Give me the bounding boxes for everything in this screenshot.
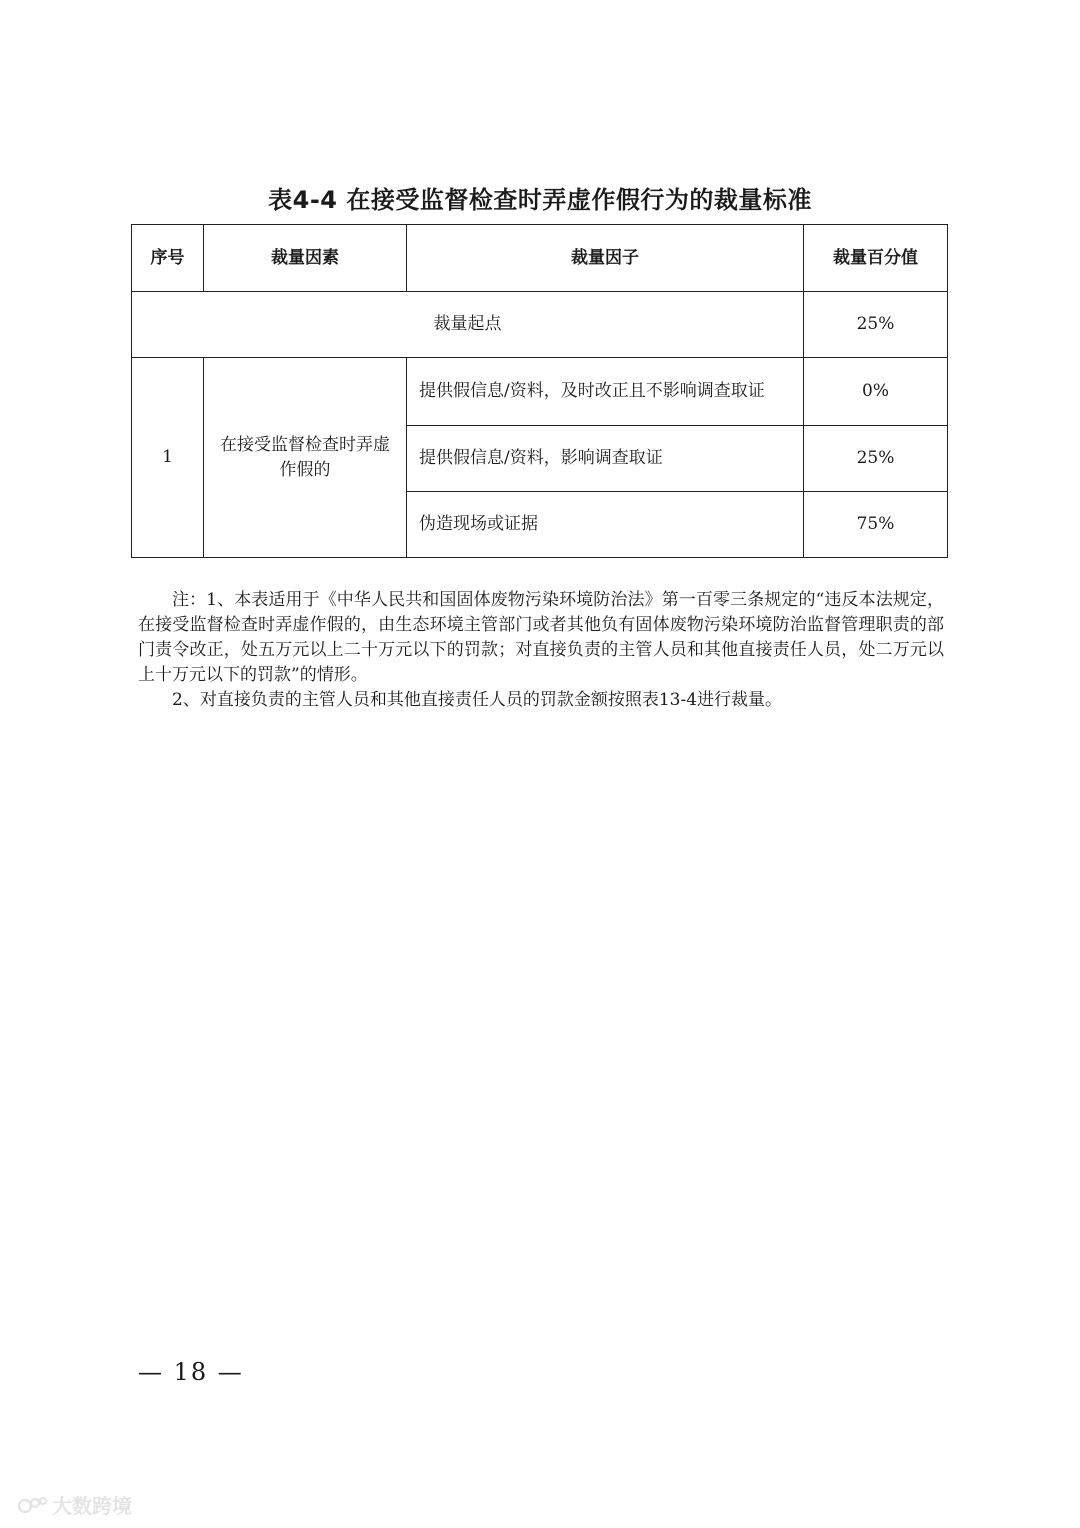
page-title: 表4-4 在接受监督检查时弄虚作假行为的裁量标准 <box>268 186 812 214</box>
table-row <box>132 358 948 426</box>
header-seq: 序号 <box>132 225 204 292</box>
header-factor: 裁量因素 <box>204 225 407 292</box>
row-criterion: 提供假信息/资料，及时改正且不影响调查取证 <box>407 358 804 426</box>
discretion-standard-table <box>131 224 948 558</box>
start-point-label: 裁量起点 <box>132 292 804 358</box>
row-criterion: 伪造现场或证据 <box>407 492 804 558</box>
table-notes <box>138 588 944 713</box>
row-percent: 75% <box>804 492 948 558</box>
page-number: — 18 — <box>138 1358 244 1386</box>
brand-logo-icon <box>18 1495 48 1515</box>
watermark-text: 大数跨境 <box>52 1494 132 1518</box>
note-2: 2、对直接负责的主管人员和其他直接责任人员的罚款金额按照表13-4进行裁量。 <box>172 690 783 710</box>
row-percent: 25% <box>804 426 948 492</box>
header-criterion: 裁量因子 <box>407 225 804 292</box>
watermark <box>18 1490 132 1519</box>
row-criterion: 提供假信息/资料，影响调查取证 <box>407 426 804 492</box>
table-header-row <box>132 225 948 292</box>
note-1: 注：1、本表适用于《中华人民共和国固体废物污染环境防治法》第一百零三条规定的“违反本法规定，在接受监督检查时弄虚作假的，由生态环境主管部门或者其他负有固体废物污染环境防治监督管理职责的部门责令改正，处五万元以上二十万元以下的罚款；对直接负责的主管人员和其他直接责任人员，处二万元以上十万元以下的罚款”的情形。 <box>138 590 944 685</box>
row-factor: 在接受监督检查时弄虚作假的 <box>204 358 407 558</box>
table-row-start-point <box>132 292 948 358</box>
row-percent: 0% <box>804 358 948 426</box>
header-percent: 裁量百分值 <box>804 225 948 292</box>
row-seq: 1 <box>132 358 204 558</box>
start-point-percent: 25% <box>804 292 948 358</box>
